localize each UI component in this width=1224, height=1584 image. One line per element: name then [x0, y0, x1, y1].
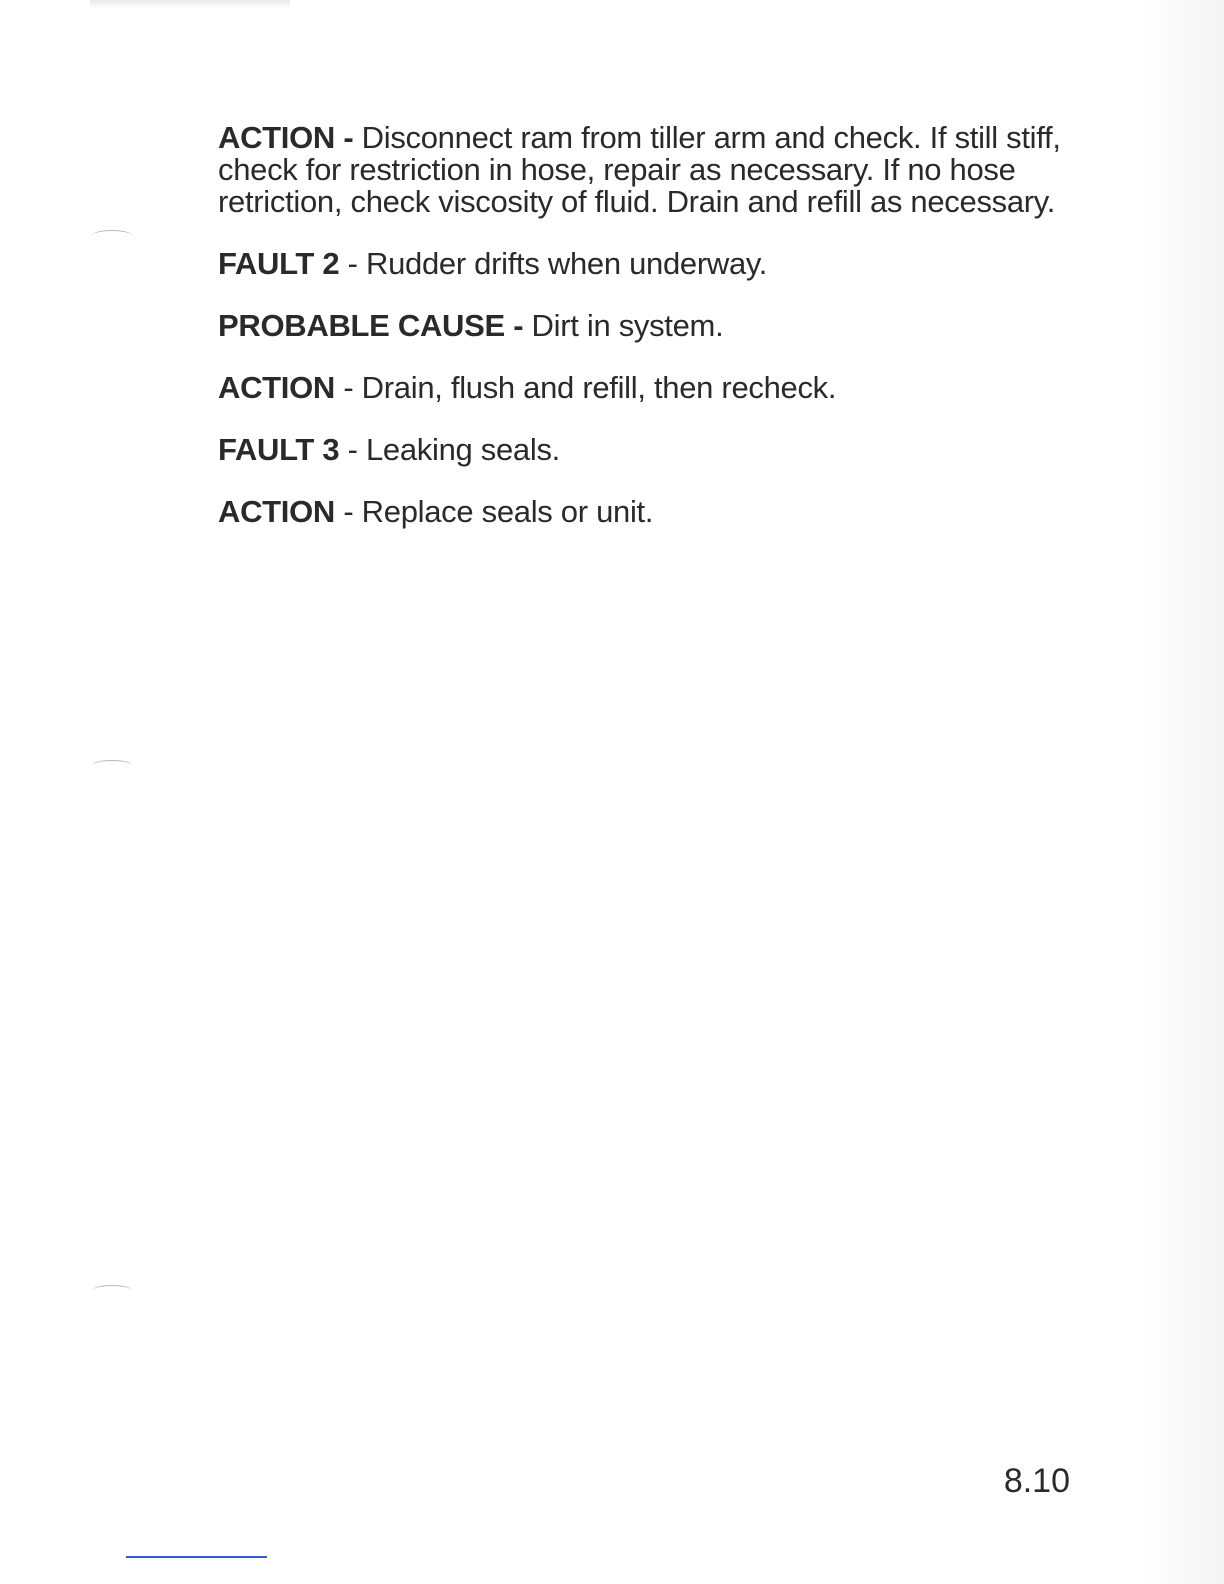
- paragraph-text: Disconnect ram from tiller arm and check. If still stiff, check for restriction in hose, repair as necessary. If no hose retriction, check viscosity of fluid. Drain and refill as necessary.: [218, 120, 1061, 219]
- paragraph-lead: ACTION -: [218, 120, 354, 155]
- action-paragraph: [218, 496, 1078, 528]
- page-number: 8.10: [1003, 1462, 1070, 1500]
- paragraph-lead: ACTION: [218, 494, 336, 529]
- probable-cause-paragraph: [218, 310, 1078, 342]
- paragraph-lead: FAULT 3: [218, 432, 340, 467]
- action-paragraph: [218, 372, 1078, 404]
- paragraph-text: - Leaking seals.: [339, 432, 560, 467]
- action-paragraph: [218, 122, 1078, 218]
- troubleshooting-text: [218, 122, 1078, 558]
- paragraph-lead: PROBABLE CAUSE -: [218, 308, 524, 343]
- binder-hole-mark: [92, 230, 132, 241]
- scan-smudge: [90, 0, 290, 8]
- fault-paragraph: [218, 248, 1078, 280]
- paragraph-text: - Drain, flush and refill, then recheck.: [335, 370, 837, 405]
- paragraph-lead: FAULT 2: [218, 246, 340, 281]
- paragraph-lead: ACTION: [218, 370, 336, 405]
- paragraph-text: Dirt in system.: [523, 308, 724, 343]
- binder-hole-mark: [92, 760, 132, 771]
- paragraph-text: - Rudder drifts when underway.: [339, 246, 768, 281]
- binder-hole-mark: [92, 1285, 132, 1296]
- paragraph-text: - Replace seals or unit.: [335, 494, 654, 529]
- fault-paragraph: [218, 434, 1078, 466]
- page-edge-shadow: [1146, 0, 1224, 1584]
- footer-rule: [126, 1556, 267, 1558]
